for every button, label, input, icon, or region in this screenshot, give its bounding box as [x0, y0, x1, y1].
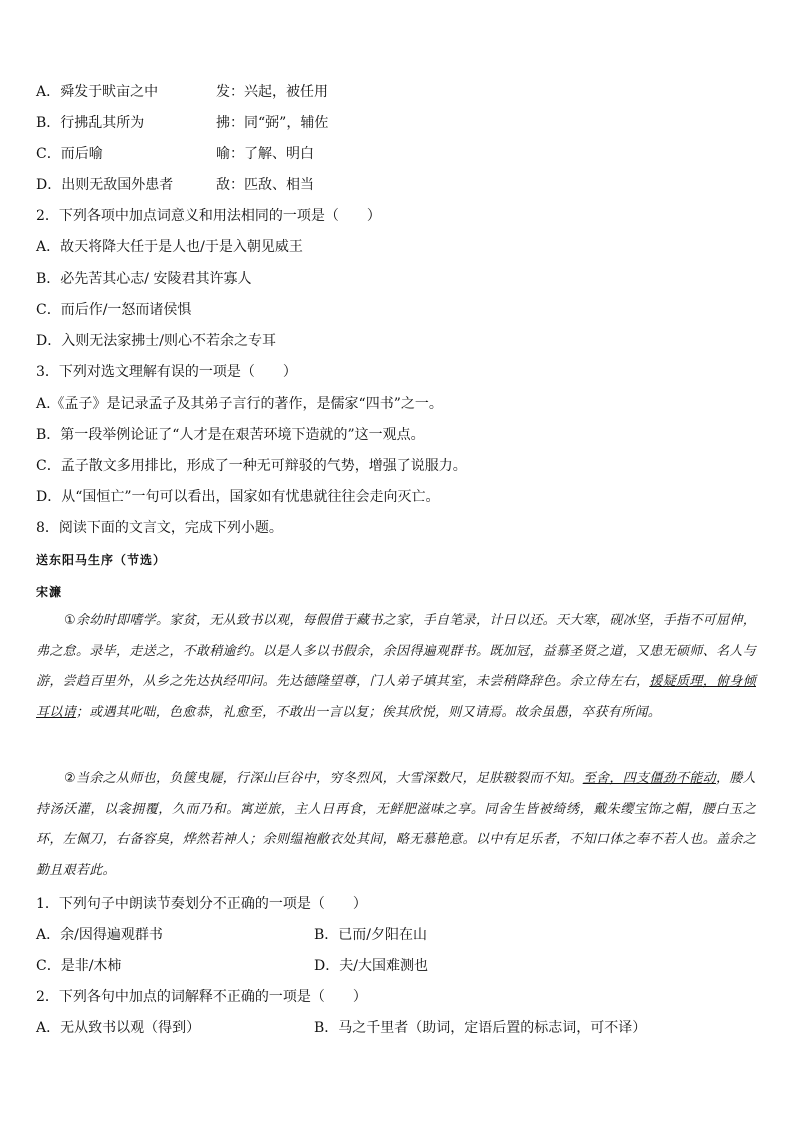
paragraph-2-part-2: ，媵人持汤沃灌，以衾拥覆，久而乃和。寓逆旅，主人日再食，无鲜肥滋味之享。同舍生皆被绮绣，戴朱缨宝饰之帽，腰白玉之环，左佩刀，右备容臭，烨然若神人；余则缊袍敝衣处其间，略无慕艳意。以中有足乐者，不知口体之奉不若人也。盖余之勤且艰若此。: [36, 771, 756, 878]
option-b-text: B．行拂乱其所为: [36, 115, 145, 131]
option-c-text: C．而后喻: [36, 146, 103, 162]
paragraph-2-part-1: ②当余之从师也，负箧曳屣，行深山巨谷中，穷冬烈风，大雪深数尺，足肤皲裂而不知。: [64, 771, 583, 786]
question-3-option-d: D．从“国恒亡”一句可以看出，国家如有忧患就往往会走向灭亡。: [36, 489, 440, 505]
option-d-gloss: 敌：匹敌、相当: [216, 177, 314, 193]
question-3-option-c: C．孟子散文多用排比，形成了一种无可辩驳的气势，增强了说服力。: [36, 458, 467, 474]
paragraph-1-underlined: 援疑质理，俯身倾耳以请: [36, 674, 756, 720]
passage-title: 送东阳马生序（节选）: [36, 553, 167, 567]
question-2-option-a: A．故天将降大任于是人也/于是入朝见威王: [36, 239, 303, 255]
question-3-option-a: A.《孟子》是记录孟子及其弟子言行的著作，是儒家“四书”之一。: [36, 396, 443, 412]
sub-question-1-option-d: D．夫/大国难测也: [314, 958, 428, 974]
passage-author: 宋濂: [36, 585, 63, 599]
question-2-option-d: D．入则无法家拂士/则心不若余之专耳: [36, 333, 276, 349]
paragraph-2-underlined: 至舍，四支僵劲不能动: [582, 771, 717, 786]
question-2-option-c: C．而后作/一怒而诸侯惧: [36, 302, 192, 318]
sub-question-1: 1．下列句子中朗读节奏划分不正确的一项是（ ）: [36, 896, 367, 912]
sub-question-1-option-a: A．余/因得遍观群书: [36, 927, 163, 943]
option-c-gloss: 喻：了解、明白: [216, 146, 314, 162]
question-2: 2．下列各项中加点词意义和用法相同的一项是（ ）: [36, 208, 381, 224]
sub-question-1-option-b: B．已而/夕阳在山: [314, 927, 428, 943]
question-3: 3．下列对选文理解有误的一项是（ ）: [36, 364, 297, 380]
passage-paragraph-2: [36, 764, 756, 886]
question-2-option-b: B．必先苦其心志/ 安陵君其许寡人: [36, 271, 252, 287]
question-3-option-b: B．第一段举例论证了“人才是在艰苦环境下造就的”这一观点。: [36, 427, 425, 443]
passage-paragraph-1: [36, 606, 756, 728]
option-d-text: D．出则无敌国外患者: [36, 177, 174, 193]
sub-question-2-option-b: B．马之千里者（助词，定语后置的标志词，可不译）: [314, 1020, 647, 1036]
option-a-gloss: 发：兴起，被任用: [216, 84, 328, 100]
paragraph-1-part-2: ；或遇其叱咄，色愈恭，礼愈至，不敢出一言以复；俟其欣悦，则又请焉。故余虽愚，卒获有所闻。: [75, 704, 662, 720]
sub-question-2-option-a: A．无从致书以观（得到）: [36, 1020, 201, 1036]
paragraph-1-part-1: ①余幼时即嗜学。家贫，无从致书以观，每假借于藏书之家，手自笔录，计日以还。天大寒，砚冰坚，手指不可屈伸，弗之怠。录毕，走送之，不敢稍逾约。以是人多以书假余，余因得遍观群书。既加冠，益慕圣贤之道，又患无硕师、名人与游，尝趋百里外，从乡之先达执经叩问。先达德隆望尊，门人弟子填其室，未尝稍降辞色。余立侍左右，: [36, 613, 756, 689]
question-8: 8．阅读下面的文言文，完成下列小题。: [36, 520, 283, 536]
option-a-text: A．舜发于畎亩之中: [36, 84, 159, 100]
option-b-gloss: 拂：同“弼”，辅佐: [216, 115, 329, 131]
sub-question-1-option-c: C．是非/木柿: [36, 958, 122, 974]
sub-question-2: 2．下列各句中加点的词解释不正确的一项是（ ）: [36, 989, 367, 1005]
